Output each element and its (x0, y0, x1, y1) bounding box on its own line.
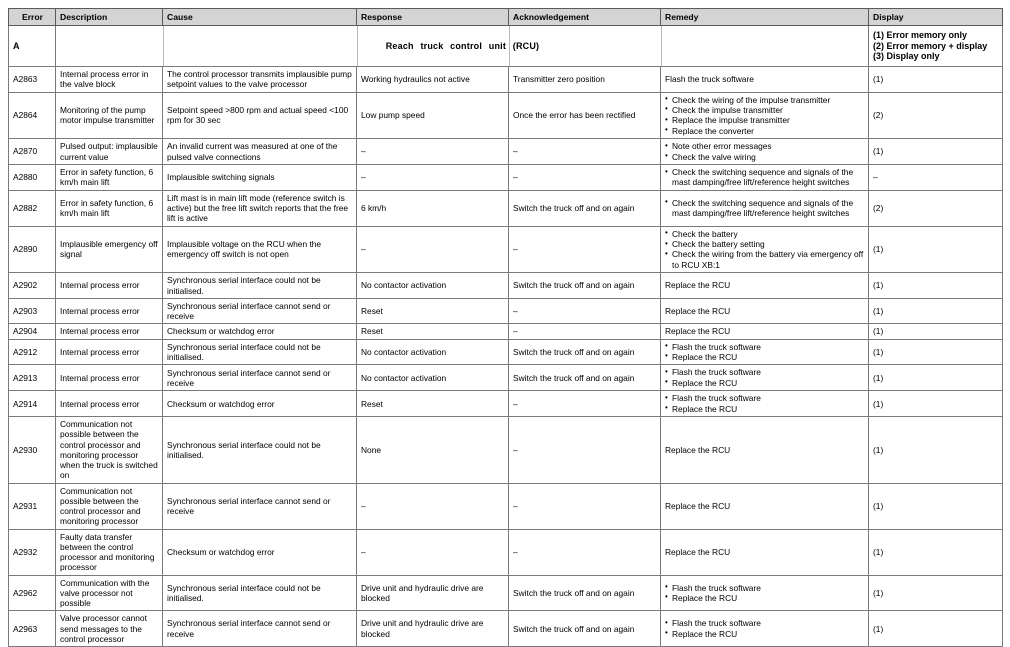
remedy-bullet-list (665, 367, 865, 388)
column-divider (661, 26, 662, 66)
cell-display: (2) (869, 190, 1003, 226)
column-header-error: Error (9, 9, 56, 26)
cell-description: Internal process error (56, 365, 163, 391)
cell-acknowledgement: Transmitter zero position (509, 67, 661, 93)
cell-description: Internal process error (56, 391, 163, 417)
cell-cause: Implausible switching signals (163, 165, 357, 191)
cell-description: Communication not possible between the control processor and monitoring processor when the truck is switched on (56, 417, 163, 484)
cell-error: A2914 (9, 391, 56, 417)
remedy-bullet-item: • Check the switching sequence and signals of the mast damping/free lift/reference height switches (665, 198, 865, 219)
cell-cause: Implausible voltage on the RCU when the emergency off switch is not open (163, 226, 357, 273)
cell-description: Internal process error (56, 298, 163, 324)
column-divider (509, 26, 510, 66)
cell-remedy (661, 165, 869, 191)
cell-acknowledgement: Switch the truck off and on again (509, 190, 661, 226)
cell-cause: The control processor transmits implausible pump setpoint values to the valve processor (163, 67, 357, 93)
remedy-bullet-item: • Flash the truck software (665, 618, 865, 628)
cell-remedy: Flash the truck software (661, 67, 869, 93)
cell-acknowledgement: – (509, 165, 661, 191)
table-row (9, 483, 1003, 529)
cell-response: Drive unit and hydraulic drive are blocked (357, 611, 509, 647)
column-divider (357, 26, 358, 66)
cell-display: (1) (869, 298, 1003, 324)
cell-response: No contactor activation (357, 273, 509, 299)
cell-cause: An invalid current was measured at one of the pulsed valve connections (163, 139, 357, 165)
remedy-bullet-list (665, 198, 865, 219)
table-row (9, 226, 1003, 273)
cell-acknowledgement: Switch the truck off and on again (509, 365, 661, 391)
remedy-bullet-item: • Flash the truck software (665, 367, 865, 377)
cell-response: Reset (357, 298, 509, 324)
cell-description: Internal process error (56, 273, 163, 299)
cell-remedy: Replace the RCU (661, 273, 869, 299)
cell-error: A2902 (9, 273, 56, 299)
table-row (9, 339, 1003, 365)
cell-display: (1) (869, 391, 1003, 417)
remedy-bullet-item: • Replace the RCU (665, 352, 865, 362)
display-legend-item-3: (3) Display only (873, 51, 940, 62)
cell-error: A2931 (9, 483, 56, 529)
cell-response: – (357, 529, 509, 575)
remedy-bullet-item: • Replace the RCU (665, 404, 865, 414)
cell-description: Error in safety function, 6 km/h main lift (56, 190, 163, 226)
cell-remedy: Replace the RCU (661, 324, 869, 339)
cell-remedy (661, 611, 869, 647)
remedy-bullet-list (665, 167, 865, 188)
table-header-row (9, 9, 1003, 26)
cell-cause: Synchronous serial interface cannot send or receive (163, 483, 357, 529)
cell-error: A2913 (9, 365, 56, 391)
cell-error: A2864 (9, 92, 56, 139)
cell-acknowledgement: – (509, 139, 661, 165)
display-legend-cell (869, 26, 1003, 67)
cell-display: – (869, 165, 1003, 191)
remedy-bullet-item: • Flash the truck software (665, 393, 865, 403)
cell-cause: Checksum or watchdog error (163, 324, 357, 339)
cell-cause: Synchronous serial interface cannot send or receive (163, 611, 357, 647)
cell-error: A2882 (9, 190, 56, 226)
table-row (9, 273, 1003, 299)
cell-display: (1) (869, 483, 1003, 529)
cell-cause: Setpoint speed >800 rpm and actual speed <100 rpm for 30 sec (163, 92, 357, 139)
remedy-bullet-list (665, 95, 865, 137)
remedy-bullet-item: • Note other error messages (665, 141, 865, 151)
column-header-acknowledgement: Acknowledgement (509, 9, 661, 26)
remedy-bullet-item: • Replace the RCU (665, 593, 865, 603)
cell-error: A2962 (9, 575, 56, 611)
cell-remedy: Replace the RCU (661, 417, 869, 484)
display-legend-item-1: (1) Error memory only (873, 29, 968, 40)
cell-response: Reset (357, 324, 509, 339)
cell-cause: Synchronous serial interface cannot send or receive (163, 298, 357, 324)
column-header-description: Description (56, 9, 163, 26)
group-title-cell (56, 26, 869, 67)
cell-error: A2863 (9, 67, 56, 93)
cell-acknowledgement: – (509, 391, 661, 417)
cell-response: – (357, 226, 509, 273)
cell-error: A2930 (9, 417, 56, 484)
table-row (9, 298, 1003, 324)
column-header-cause: Cause (163, 9, 357, 26)
display-legend-item-2: (2) Error memory + display (873, 40, 988, 51)
cell-response: – (357, 165, 509, 191)
cell-description: Implausible emergency off signal (56, 226, 163, 273)
table-row (9, 139, 1003, 165)
remedy-bullet-item: • Replace the converter (665, 126, 865, 136)
cell-remedy: Replace the RCU (661, 483, 869, 529)
cell-display: (1) (869, 529, 1003, 575)
column-header-response: Response (357, 9, 509, 26)
table-row (9, 391, 1003, 417)
remedy-bullet-item: • Replace the RCU (665, 629, 865, 639)
cell-remedy (661, 190, 869, 226)
remedy-bullet-item: • Replace the impulse transmitter (665, 115, 865, 125)
table-row (9, 92, 1003, 139)
cell-acknowledgement: – (509, 226, 661, 273)
cell-cause: Synchronous serial interface could not be initialised. (163, 575, 357, 611)
cell-response: No contactor activation (357, 339, 509, 365)
cell-cause: Synchronous serial interface could not be initialised. (163, 417, 357, 484)
cell-display: (1) (869, 226, 1003, 273)
cell-response: 6 km/h (357, 190, 509, 226)
cell-description: Internal process error (56, 324, 163, 339)
remedy-bullet-list (665, 141, 865, 162)
cell-response: Working hydraulics not active (357, 67, 509, 93)
table-row (9, 190, 1003, 226)
table-header (9, 9, 1003, 26)
cell-remedy (661, 226, 869, 273)
group-title-text: Reach truck control unit (RCU) (385, 40, 540, 51)
table-row (9, 67, 1003, 93)
cell-display: (1) (869, 139, 1003, 165)
cell-acknowledgement: – (509, 324, 661, 339)
cell-description: Communication with the valve processor not possible (56, 575, 163, 611)
table-row (9, 529, 1003, 575)
cell-remedy (661, 575, 869, 611)
cell-response: – (357, 483, 509, 529)
cell-remedy (661, 139, 869, 165)
cell-acknowledgement: Once the error has been rectified (509, 92, 661, 139)
remedy-bullet-list (665, 583, 865, 604)
cell-description: Pulsed output: implausible current value (56, 139, 163, 165)
cell-response: Low pump speed (357, 92, 509, 139)
cell-display: (2) (869, 92, 1003, 139)
cell-display: (1) (869, 611, 1003, 647)
remedy-bullet-item: • Flash the truck software (665, 342, 865, 352)
column-divider (163, 26, 164, 66)
cell-display: (1) (869, 324, 1003, 339)
cell-error: A2963 (9, 611, 56, 647)
remedy-bullet-list (665, 229, 865, 271)
cell-remedy (661, 92, 869, 139)
cell-display: (1) (869, 339, 1003, 365)
table-row (9, 611, 1003, 647)
cell-remedy (661, 391, 869, 417)
cell-remedy (661, 339, 869, 365)
table-row (9, 575, 1003, 611)
cell-cause: Synchronous serial interface could not be initialised. (163, 273, 357, 299)
cell-error: A2880 (9, 165, 56, 191)
cell-description: Monitoring of the pump motor impulse transmitter (56, 92, 163, 139)
cell-acknowledgement: – (509, 483, 661, 529)
cell-error: A2870 (9, 139, 56, 165)
cell-error: A2912 (9, 339, 56, 365)
column-header-remedy: Remedy (661, 9, 869, 26)
cell-cause: Lift mast is in main lift mode (reference switch is active) but the free lift switch reports that the free lift is active (163, 190, 357, 226)
column-header-display: Display (869, 9, 1003, 26)
cell-response: None (357, 417, 509, 484)
table-row (9, 417, 1003, 484)
remedy-bullet-item: • Check the wiring of the impulse transmitter (665, 95, 865, 105)
remedy-bullet-list (665, 342, 865, 363)
cell-acknowledgement: – (509, 529, 661, 575)
cell-description: Internal process error (56, 339, 163, 365)
cell-description: Communication not possible between the control processor and monitoring processor (56, 483, 163, 529)
cell-description: Faulty data transfer between the control processor and monitoring processor (56, 529, 163, 575)
table-body (9, 26, 1003, 647)
table-row (9, 165, 1003, 191)
remedy-bullet-list (665, 618, 865, 639)
cell-description: Error in safety function, 6 km/h main lift (56, 165, 163, 191)
cell-display: (1) (869, 575, 1003, 611)
cell-acknowledgement: – (509, 298, 661, 324)
remedy-bullet-list (665, 393, 865, 414)
cell-display: (1) (869, 365, 1003, 391)
cell-acknowledgement: – (509, 417, 661, 484)
cell-error: A2904 (9, 324, 56, 339)
cell-acknowledgement: Switch the truck off and on again (509, 611, 661, 647)
cell-error: A2903 (9, 298, 56, 324)
cell-description: Valve processor cannot send messages to the control processor (56, 611, 163, 647)
cell-cause: Synchronous serial interface could not be initialised. (163, 339, 357, 365)
remedy-bullet-item: • Check the battery setting (665, 239, 865, 249)
remedy-bullet-item: • Flash the truck software (665, 583, 865, 593)
cell-remedy: Replace the RCU (661, 529, 869, 575)
fault-code-table (8, 8, 1003, 647)
cell-response: Drive unit and hydraulic drive are blocked (357, 575, 509, 611)
cell-display: (1) (869, 67, 1003, 93)
cell-description: Internal process error in the valve block (56, 67, 163, 93)
group-header-row (9, 26, 1003, 67)
cell-cause: Checksum or watchdog error (163, 529, 357, 575)
cell-cause: Synchronous serial interface cannot send or receive (163, 365, 357, 391)
cell-acknowledgement: Switch the truck off and on again (509, 273, 661, 299)
remedy-bullet-item: • Check the valve wiring (665, 152, 865, 162)
remedy-bullet-item: • Check the battery (665, 229, 865, 239)
remedy-bullet-item: • Check the impulse transmitter (665, 105, 865, 115)
cell-response: Reset (357, 391, 509, 417)
cell-display: (1) (869, 417, 1003, 484)
cell-response: No contactor activation (357, 365, 509, 391)
group-code-cell: A (9, 26, 56, 67)
table-row (9, 365, 1003, 391)
remedy-bullet-item: • Check the switching sequence and signals of the mast damping/free lift/reference height switches (665, 167, 865, 188)
cell-remedy (661, 365, 869, 391)
cell-error: A2932 (9, 529, 56, 575)
cell-acknowledgement: Switch the truck off and on again (509, 575, 661, 611)
cell-response: – (357, 139, 509, 165)
remedy-bullet-item: • Check the wiring from the battery via emergency off to RCU XB:1 (665, 249, 865, 270)
table-row (9, 324, 1003, 339)
cell-cause: Checksum or watchdog error (163, 391, 357, 417)
remedy-bullet-item: • Replace the RCU (665, 378, 865, 388)
cell-error: A2890 (9, 226, 56, 273)
cell-display: (1) (869, 273, 1003, 299)
cell-acknowledgement: Switch the truck off and on again (509, 339, 661, 365)
cell-remedy: Replace the RCU (661, 298, 869, 324)
